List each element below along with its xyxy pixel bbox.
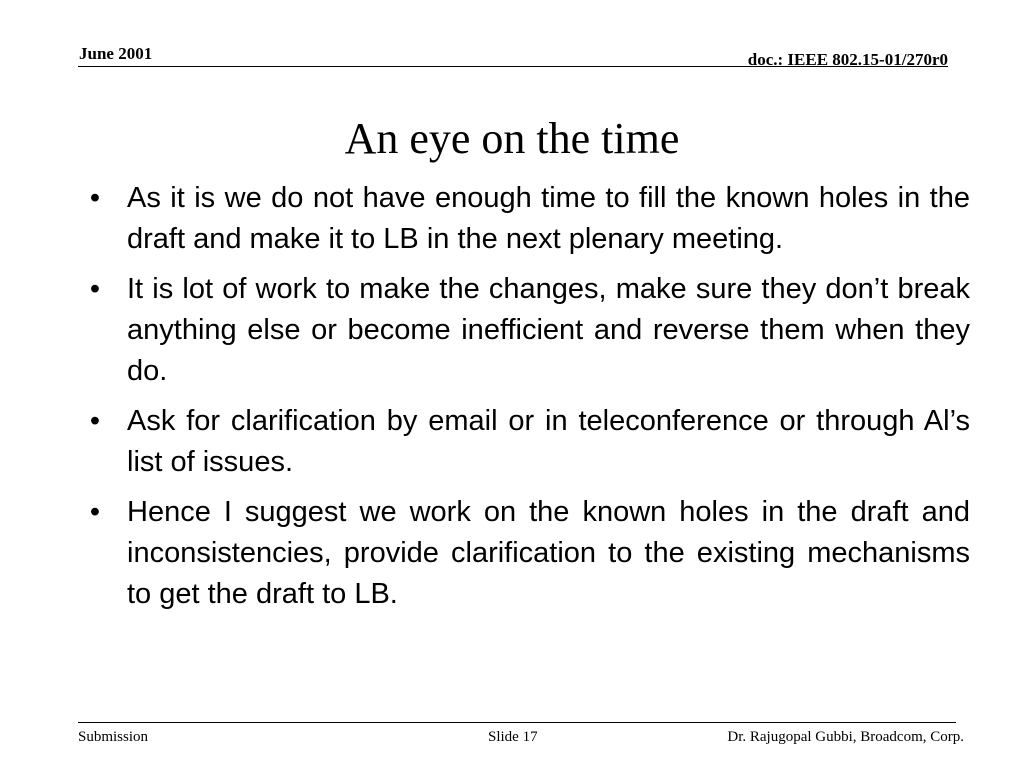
bullet-dot-icon: • <box>89 405 101 437</box>
bullet-list <box>84 178 970 624</box>
header-doc-id: doc.: IEEE 802.15-01/270r0 <box>747 50 948 69</box>
bullet-item <box>84 401 970 483</box>
footer-submission: Submission <box>78 729 149 745</box>
bullet-item <box>84 269 970 392</box>
bullet-item <box>84 492 970 615</box>
footer-author: Dr. Rajugopal Gubbi, Broadcom, Corp. <box>727 729 964 745</box>
bullet-text: It is lot of work to make the changes, make sure they don’t break anything else or become inefficient and reverse them when they do. <box>127 273 970 387</box>
slide-title: An eye on the time <box>344 114 680 163</box>
bullet-text: Hence I suggest we work on the known holes in the draft and inconsistencies, provide clarification to the existing mechanisms to get the draft to LB. <box>127 496 970 610</box>
bullet-text: Ask for clarification by email or in teleconference or through Al’s list of issues. <box>127 405 970 478</box>
bullet-dot-icon: • <box>89 496 101 528</box>
footer-divider <box>78 722 956 723</box>
header-date: June 2001 <box>79 44 153 63</box>
bullet-dot-icon: • <box>89 273 101 305</box>
bullet-item <box>84 178 970 260</box>
bullet-dot-icon: • <box>89 182 101 214</box>
bullet-text: As it is we do not have enough time to fill the known holes in the draft and make it to LB in the next plenary meeting. <box>127 182 970 255</box>
footer-slide-number: Slide 17 <box>488 729 538 745</box>
header-divider <box>78 66 948 67</box>
